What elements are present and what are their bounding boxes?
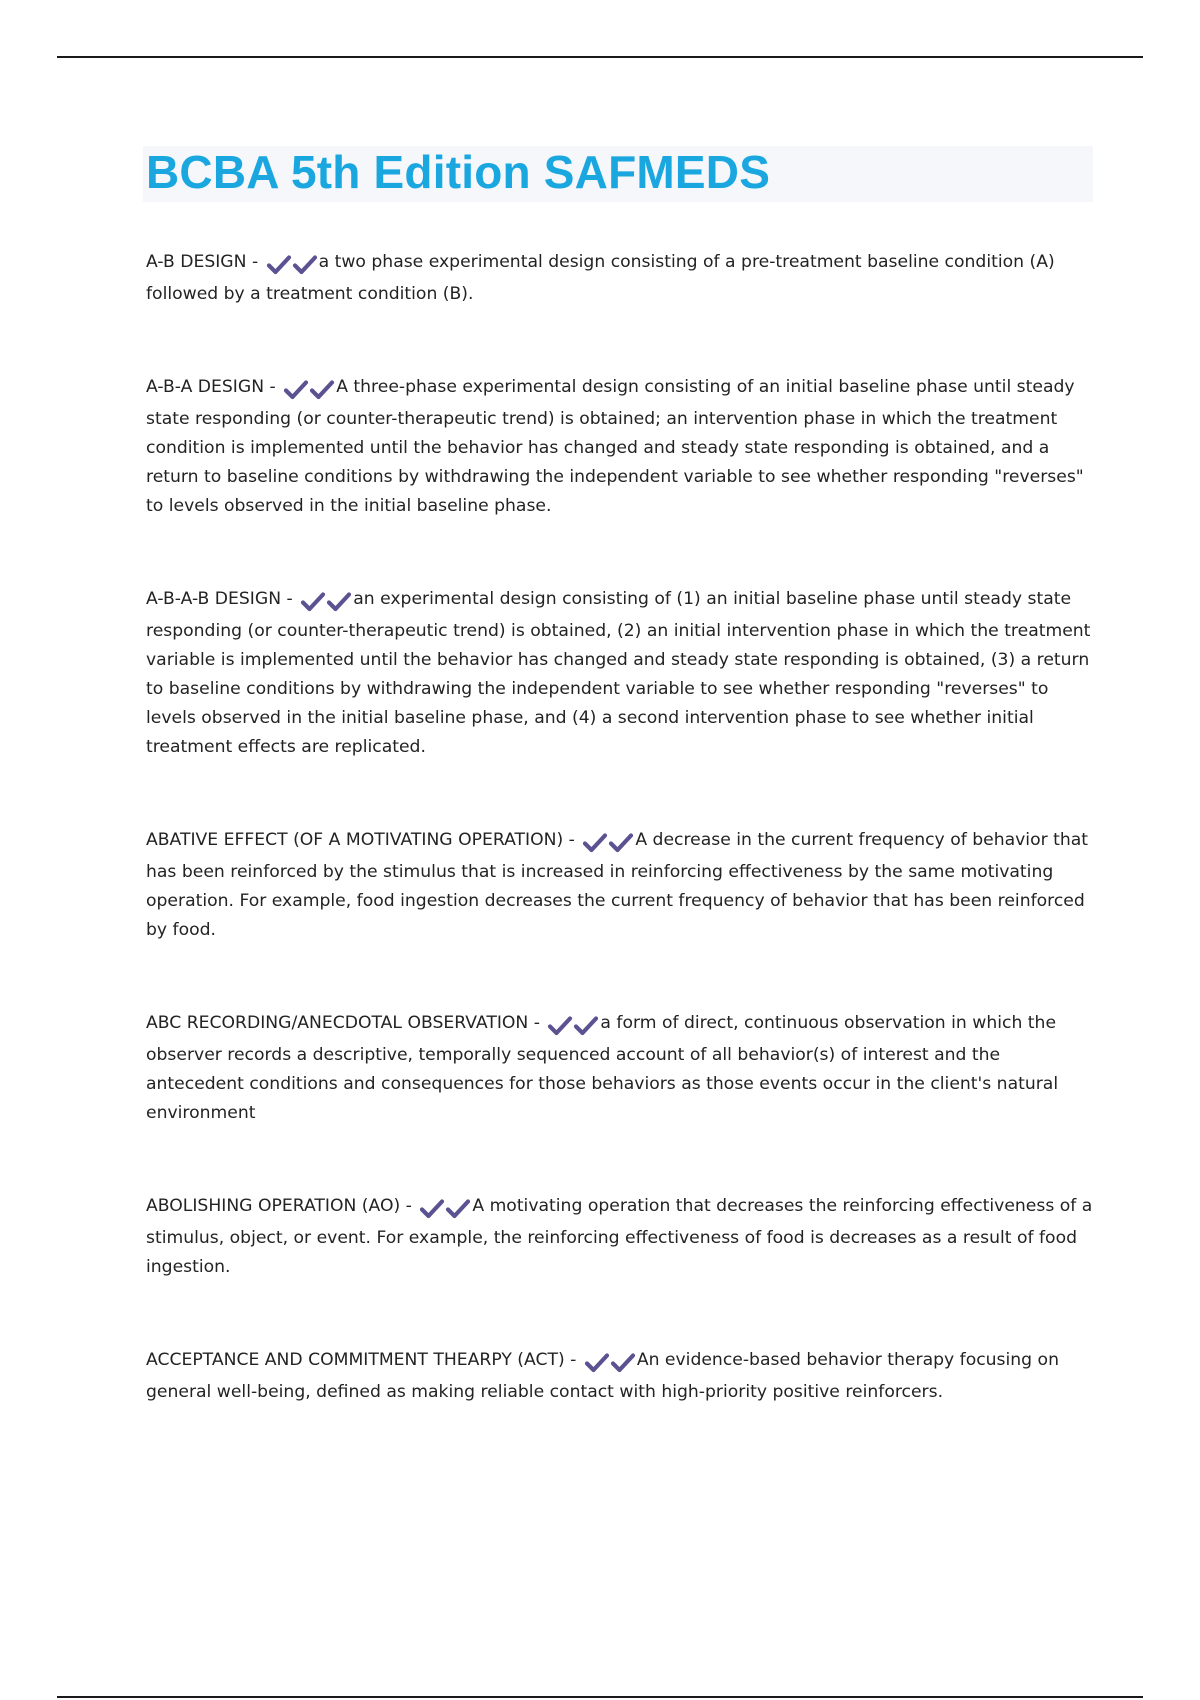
entry-a-b-design xyxy=(146,248,1096,309)
entry-term: ABATIVE EFFECT (OF A MOTIVATING OPERATION) xyxy=(146,830,564,850)
entry-term: A-B DESIGN xyxy=(146,252,247,272)
entry-definition: an experimental design consisting of (1) an initial baseline phase until steady state responding (or counter-therapeutic trend) is obtained, (2) an initial intervention phase in which the treatment variable is implemented until the behavior has changed and steady state responding is obtained, (3) a return to baseline conditions by withdrawing the independent variable to see whether responding "reverses" to levels observed in the initial baseline phase, and (4) a second intervention phase to see whether initial treatment effects are replicated. xyxy=(146,589,1091,757)
entry-term: A-B-A DESIGN xyxy=(146,377,265,397)
entry-acceptance-commitment-therapy xyxy=(146,1346,1096,1407)
entry-definition: A three-phase experimental design consisting of an initial baseline phase until steady state responding (or counter-therapeutic trend) is obtained; an intervention phase in which the treatment condition is implemented until the behavior has changed and steady state responding is obtained, and a return to baseline conditions by withdrawing the independent variable to see whether responding "reverses" to levels observed in the initial baseline phase. xyxy=(146,377,1084,516)
check-icon xyxy=(582,832,608,854)
entry-list xyxy=(146,248,1096,1471)
document-title: BCBA 5th Edition SAFMEDS xyxy=(146,146,771,198)
entry-abc-recording xyxy=(146,1009,1096,1128)
double-check-icons xyxy=(283,376,335,405)
entry-definition: a two phase experimental design consisting of a pre-treatment baseline condition (A) followed by a treatment condition (B). xyxy=(146,252,1055,304)
entry-a-b-a-design xyxy=(146,373,1096,521)
entry-separator: - xyxy=(246,252,264,272)
double-check-icons xyxy=(582,829,634,858)
check-icon xyxy=(445,1198,471,1220)
entry-term: A-B-A-B DESIGN xyxy=(146,589,282,609)
double-check-icons xyxy=(300,588,352,617)
entry-definition: An evidence-based behavior therapy focusing on general well-being, defined as making reliable contact with high-priority positive reinforcers. xyxy=(146,1350,1059,1402)
entry-term: ABOLISHING OPERATION (AO) xyxy=(146,1196,401,1216)
double-check-icons xyxy=(584,1349,636,1378)
check-icon xyxy=(419,1198,445,1220)
entry-definition: a form of direct, continuous observation in which the observer records a descriptive, temporally sequenced account of all behavior(s) of interest and the antecedent conditions and consequences for those behaviors as those events occur in the client's natural environment xyxy=(146,1013,1059,1123)
check-icon xyxy=(573,1015,599,1037)
check-icon xyxy=(547,1015,573,1037)
entry-a-b-a-b-design xyxy=(146,585,1096,762)
double-check-icons xyxy=(266,251,318,280)
check-icon xyxy=(292,254,318,276)
entry-separator: - xyxy=(564,1350,582,1370)
check-icon xyxy=(309,379,335,401)
entry-separator: - xyxy=(281,589,299,609)
entry-abolishing-operation xyxy=(146,1192,1096,1282)
check-icon xyxy=(283,379,309,401)
check-icon xyxy=(608,832,634,854)
check-icon xyxy=(326,591,352,613)
check-icon xyxy=(584,1352,610,1374)
check-icon xyxy=(610,1352,636,1374)
entry-separator: - xyxy=(400,1196,418,1216)
bottom-rule xyxy=(57,1696,1143,1698)
entry-term: ABC RECORDING/ANECDOTAL OBSERVATION xyxy=(146,1013,529,1033)
double-check-icons xyxy=(419,1195,471,1224)
entry-separator: - xyxy=(264,377,282,397)
check-icon xyxy=(300,591,326,613)
entry-definition: A decrease in the current frequency of behavior that has been reinforced by the stimulus that is increased in reinforcing effectiveness by the same motivating operation. For example, food ingestion decreases the current frequency of behavior that has been reinforced by food. xyxy=(146,830,1089,940)
check-icon xyxy=(266,254,292,276)
entry-definition: A motivating operation that decreases the reinforcing effectiveness of a stimulus, object, or event. For example, the reinforcing effectiveness of food is decreases as a result of food ingestion. xyxy=(146,1196,1093,1277)
top-rule xyxy=(57,56,1143,58)
double-check-icons xyxy=(547,1012,599,1041)
entry-separator: - xyxy=(563,830,581,850)
entry-abative-effect xyxy=(146,826,1096,945)
entry-term: ACCEPTANCE AND COMMITMENT THEARPY (ACT) xyxy=(146,1350,565,1370)
entry-separator: - xyxy=(528,1013,546,1033)
